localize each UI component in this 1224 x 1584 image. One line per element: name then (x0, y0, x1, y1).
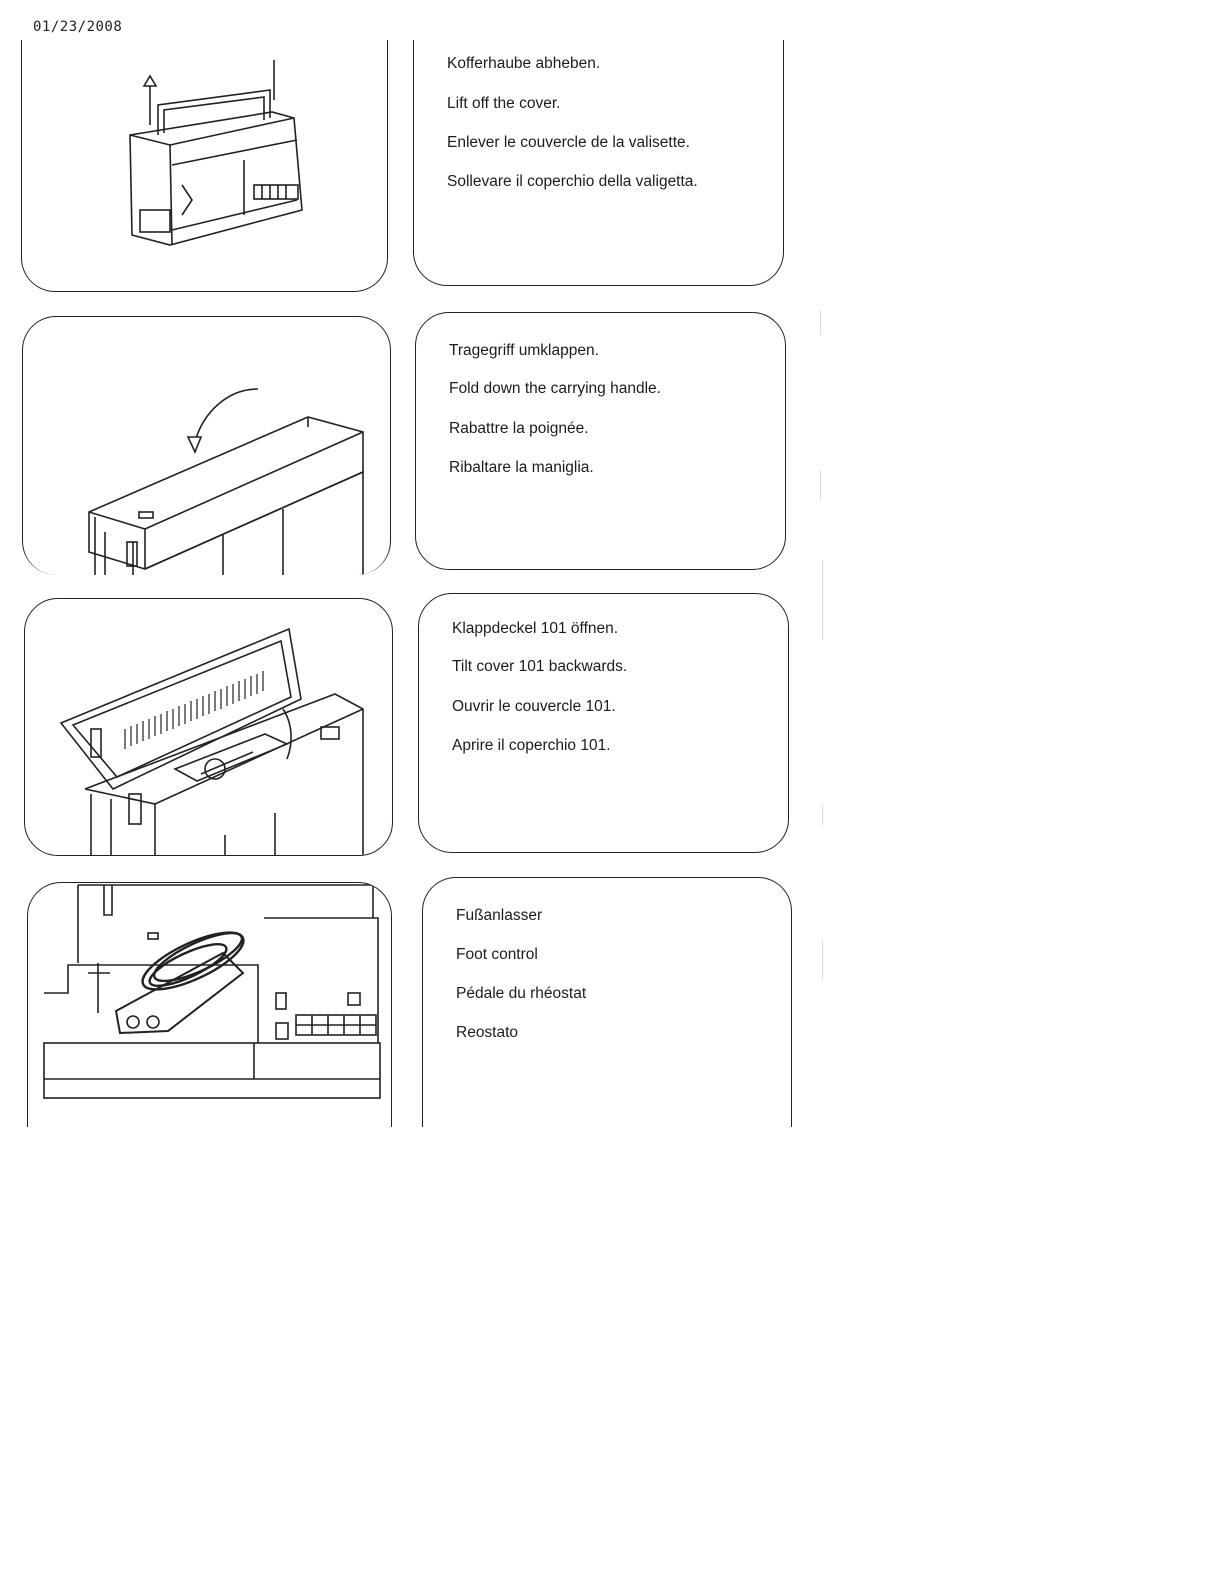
step-3-illustration-panel (24, 598, 393, 856)
document-date: 01/23/2008 (33, 19, 123, 35)
step-4-line-fr: Pédale du rhéostat (456, 985, 587, 1002)
step-3-line-en: Tilt cover 101 backwards. (452, 658, 628, 675)
step-3-line-fr: Ouvrir le couvercle 101. (452, 698, 616, 715)
sewing-machine-cover-lift-illustration (22, 40, 388, 292)
step-2-text-panel (415, 312, 786, 570)
step-2-illustration-panel (22, 316, 391, 575)
step-4-line-it: Reostato (456, 1024, 519, 1041)
scan-artifact (822, 940, 823, 980)
scan-artifact (822, 560, 823, 640)
step-2-line-it: Ribaltare la maniglia. (449, 459, 594, 476)
step-1-line-fr: Enlever le couvercle de la valisette. (447, 134, 690, 151)
scan-artifact (820, 310, 821, 335)
step-4-illustration-panel (27, 882, 392, 1127)
step-3-line-de: Klappdeckel 101 öffnen. (452, 620, 619, 637)
step-1-line-en: Lift off the cover. (447, 95, 561, 112)
foot-control-illustration (28, 883, 392, 1127)
step-1-line-it: Sollevare il coperchio della valigetta. (447, 173, 698, 190)
step-2-line-fr: Rabattre la poignée. (449, 420, 589, 437)
step-2-line-de: Tragegriff umklappen. (449, 342, 599, 359)
scan-artifact (822, 805, 823, 825)
tilt-cover-101-illustration (25, 599, 393, 856)
step-3-text-panel (418, 593, 789, 853)
step-3-line-it: Aprire il coperchio 101. (452, 737, 611, 754)
step-1-illustration-panel (21, 40, 388, 292)
carrying-handle-fold-illustration (23, 317, 391, 575)
step-4-text-panel (422, 877, 792, 1127)
step-2-line-en: Fold down the carrying handle. (449, 380, 661, 397)
step-4-line-en: Foot control (456, 946, 538, 963)
step-1-line-de: Kofferhaube abheben. (447, 55, 601, 72)
scan-artifact (820, 470, 821, 500)
step-4-line-de: Fußanlasser (456, 907, 543, 924)
step-1-text-panel (413, 40, 784, 286)
